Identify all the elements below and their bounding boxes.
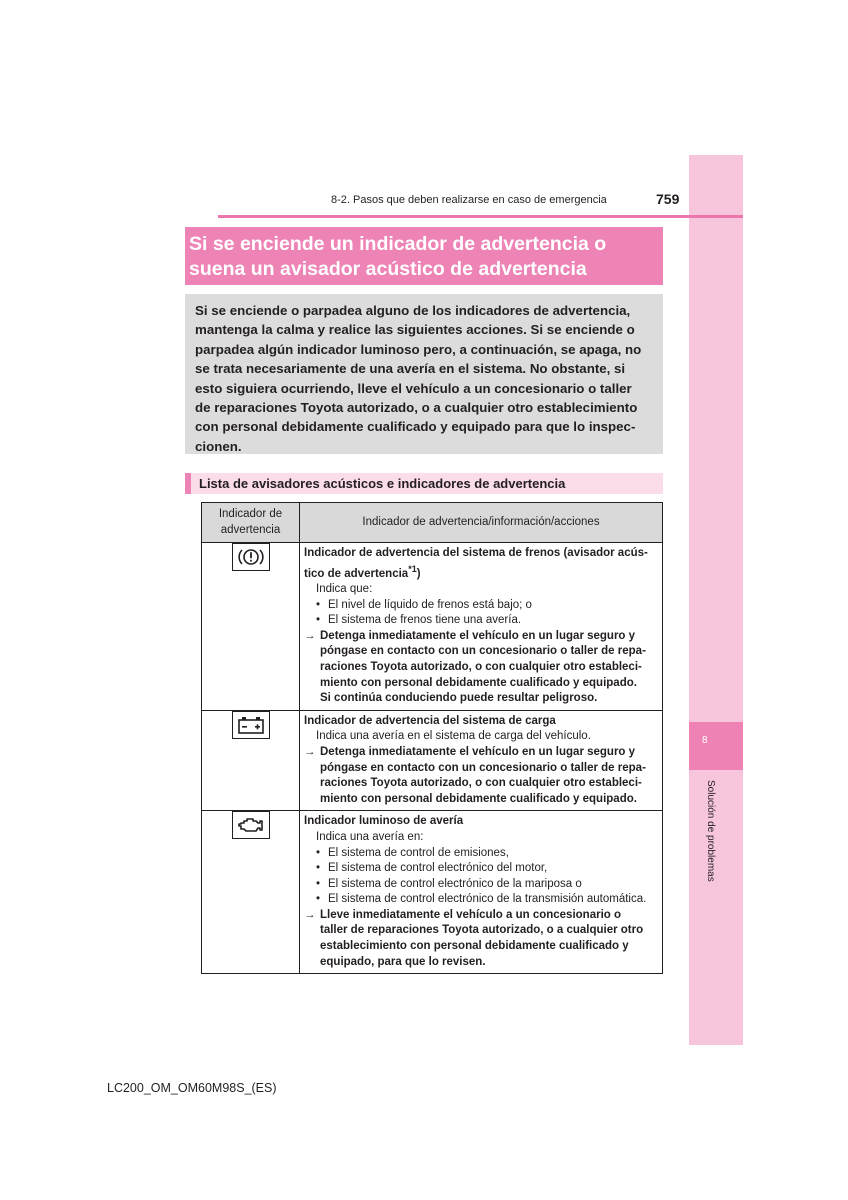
icon-cell xyxy=(202,710,300,811)
intro-line: mantenga la calma y realice las siguientes acciones. Si se enciende o xyxy=(195,322,635,338)
action-line: Detenga inmediatamente el vehículo en un lugar seguro y xyxy=(320,629,636,642)
action-line: miento con personal debidamente cualificado y equipado. xyxy=(320,676,637,689)
bullet-glyph: • xyxy=(316,846,321,859)
document-code-footer: LC200_OM_OM60M98S_(ES) xyxy=(107,1081,277,1095)
intro-line: parpadea algún indicador luminoso pero, a continuación, se apaga, no xyxy=(195,341,642,357)
action-line: póngase en contacto con un concesionario o taller de repa- xyxy=(320,761,646,774)
title-line-2: suena un avisador acústico de advertencia xyxy=(189,258,587,280)
bullet-text: El sistema de control electrónico de la transmisión automática. xyxy=(328,893,647,906)
bullet-item xyxy=(304,877,658,893)
chapter-side-tab xyxy=(689,155,743,1045)
row-intro: Indica una avería en: xyxy=(316,830,424,843)
row-title-line xyxy=(304,562,658,582)
action-line: miento con personal debidamente cualificado y equipado. xyxy=(320,792,637,805)
header-description-column: Indicador de advertencia/información/acciones xyxy=(300,503,663,543)
table-row xyxy=(202,811,663,974)
chapter-number: 8 xyxy=(702,735,708,746)
bullet-text: El sistema de control electrónico de la mariposa o xyxy=(328,877,582,890)
arrow-icon: → xyxy=(304,745,316,758)
warning-table xyxy=(201,502,663,974)
intro-line: cionen. xyxy=(195,438,242,454)
header-icon-column: Indicador de advertencia xyxy=(202,503,300,543)
bullet-text: El sistema de control electrónico del motor, xyxy=(328,862,548,875)
bullet-glyph: • xyxy=(316,598,321,611)
page-title xyxy=(185,227,663,285)
intro-line: de reparaciones Toyota autorizado, o a cualquier otro establecimiento xyxy=(195,400,638,416)
brake-warning-icon xyxy=(232,543,270,571)
row-title-close: ) xyxy=(416,567,421,580)
intro-paragraph xyxy=(185,294,663,454)
section-heading: 8-2. Pasos que deben realizarse en caso de emergencia xyxy=(331,194,607,206)
bullet-glyph: • xyxy=(316,614,321,627)
action-line: raciones Toyota autorizado, o con cualquier otro estableci- xyxy=(320,660,642,673)
bullet-text: El nivel de líquido de frenos está bajo; o xyxy=(328,598,532,611)
battery-charge-icon xyxy=(232,711,270,739)
table-row xyxy=(202,710,663,811)
action-block xyxy=(304,908,658,970)
intro-line: esto siguiera ocurriendo, lleve el vehículo a un concesionario o taller xyxy=(195,380,632,396)
row-title: Indicador de advertencia del sistema de carga xyxy=(304,714,556,727)
row-title: Indicador luminoso de avería xyxy=(304,815,464,828)
row-title xyxy=(304,546,658,582)
table-header-row xyxy=(202,503,663,543)
description-cell xyxy=(300,811,663,974)
bullet-glyph: • xyxy=(316,877,321,890)
footnote-marker: *1 xyxy=(408,563,417,574)
check-engine-icon xyxy=(232,811,270,839)
chapter-number-tab xyxy=(689,722,743,770)
intro-line: con personal debidamente cualificado y equipado para que lo inspec- xyxy=(195,419,636,435)
bullet-item xyxy=(304,598,658,614)
bullet-item xyxy=(304,846,658,862)
row-intro: Indica que: xyxy=(316,583,373,596)
icon-cell xyxy=(202,811,300,974)
action-line: Detenga inmediatamente el vehículo en un lugar seguro y xyxy=(320,745,636,758)
action-block xyxy=(304,629,658,707)
table-row xyxy=(202,543,663,711)
arrow-icon: → xyxy=(304,629,316,642)
bullet-glyph: • xyxy=(316,893,321,906)
bullet-text: El sistema de control de emisiones, xyxy=(328,846,509,859)
header-rule xyxy=(218,215,743,218)
action-line: Si continúa conduciendo puede resultar peligroso. xyxy=(320,692,598,705)
description-cell xyxy=(300,710,663,811)
page-number: 759 xyxy=(656,191,680,207)
bullet-item xyxy=(304,613,658,629)
bullet-item xyxy=(304,892,658,908)
action-block xyxy=(304,745,658,807)
intro-line: se trata necesariamente de una avería en el sistema. No obstante, si xyxy=(195,361,626,377)
bullet-item xyxy=(304,861,658,877)
title-line-1: Si se enciende un indicador de advertencia o xyxy=(189,233,607,255)
intro-line: Si se enciende o parpadea alguno de los indicadores de advertencia, xyxy=(195,303,631,318)
arrow-icon: → xyxy=(304,908,316,921)
row-title-line: Indicador de advertencia del sistema de frenos (avisador acús- xyxy=(304,547,648,559)
action-line: taller de reparaciones Toyota autorizado, o a cualquier otro xyxy=(320,924,644,937)
action-line: Lleve inmediatamente el vehículo a un concesionario o xyxy=(320,908,622,921)
action-line: póngase en contacto con un concesionario o taller de repa- xyxy=(320,645,646,658)
icon-cell xyxy=(202,543,300,711)
action-line: raciones Toyota autorizado, o con cualquier otro estableci- xyxy=(320,777,642,790)
description-cell xyxy=(300,543,663,711)
action-line: establecimiento con personal debidamente cualificado y xyxy=(320,940,629,953)
section-title: Lista de avisadores acústicos e indicadores de advertencia xyxy=(185,473,663,494)
row-title-text: tico de advertencia xyxy=(304,567,409,580)
bullet-text: El sistema de frenos tiene una avería. xyxy=(328,614,522,627)
bullet-glyph: • xyxy=(316,862,321,875)
chapter-label: Solución de problemas xyxy=(705,780,716,882)
row-intro: Indica una avería en el sistema de carga del vehículo. xyxy=(316,730,591,743)
action-line: equipado, para que lo revisen. xyxy=(320,955,486,968)
